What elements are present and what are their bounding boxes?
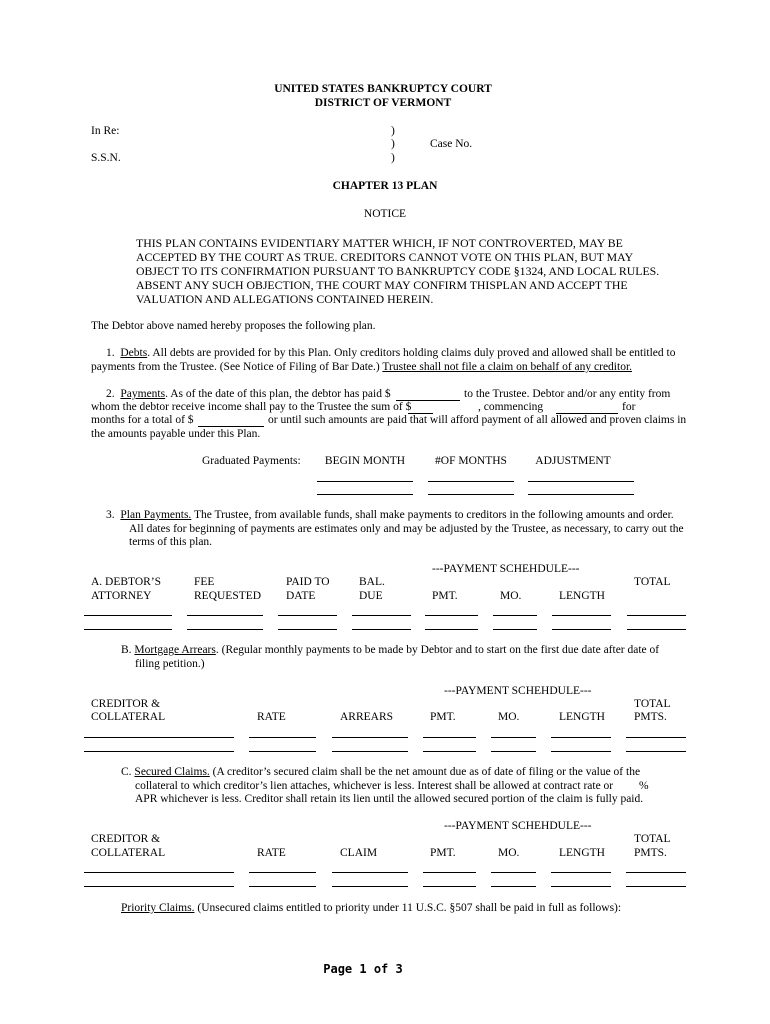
blank-field[interactable] <box>428 494 514 495</box>
blank-field[interactable] <box>84 872 234 873</box>
blank-field[interactable] <box>425 615 478 616</box>
blank-field[interactable] <box>332 737 408 738</box>
blank-field[interactable] <box>626 872 686 873</box>
col-header: PMT. <box>430 847 456 859</box>
page-number: Page 1 of 3 <box>323 962 403 976</box>
section-text-underlined: Trustee shall not file a claim on behalf of any creditor. <box>382 361 633 373</box>
col-header: BAL. <box>359 576 385 588</box>
blank-field[interactable] <box>249 872 316 873</box>
blank-field[interactable] <box>84 737 234 738</box>
blank-field[interactable] <box>491 737 536 738</box>
col-header: LENGTH <box>559 590 605 602</box>
blank-field[interactable] <box>84 751 234 752</box>
blank-field[interactable] <box>278 615 337 616</box>
section-text: or until such amounts are paid that will afford payment of all allowed and proven claims in <box>268 414 687 426</box>
blank-field[interactable] <box>425 629 478 630</box>
col-header: PAID TO <box>286 576 330 588</box>
blank-field[interactable] <box>528 494 634 495</box>
subsection-c-line <box>121 766 640 778</box>
col-header: MO. <box>500 590 522 602</box>
plan-title: CHAPTER 13 PLAN <box>332 180 438 192</box>
caption-paren: ) <box>391 152 395 164</box>
section-text: . All debts are provided for by this Plan. Only creditors holding claims duly proved and allowed shall be entitled to <box>147 347 676 359</box>
section-title: Payments <box>120 388 166 400</box>
blank-field[interactable] <box>627 615 686 616</box>
col-header: PMTS. <box>634 847 667 859</box>
blank-field[interactable] <box>626 886 686 887</box>
blank-field[interactable] <box>428 481 514 482</box>
blank-field[interactable] <box>317 494 413 495</box>
blank-field[interactable] <box>332 886 408 887</box>
section-title: Plan Payments. <box>120 509 192 521</box>
subsection-title: Secured Claims. <box>134 766 210 778</box>
section-text: All dates for beginning of payments are estimates only and may be adjusted by the Trustee, as necessary, to carry out the <box>129 523 684 535</box>
blank-field[interactable] <box>423 872 476 873</box>
col-header: ARREARS <box>340 711 394 723</box>
col-header: REQUESTED <box>194 590 262 602</box>
subsection-title: Priority Claims. <box>121 902 195 914</box>
section-text: , commencing <box>478 401 544 413</box>
col-header: FEE <box>194 576 215 588</box>
payment-schedule-label: ---PAYMENT SCHEHDULE--- <box>444 820 592 832</box>
section-text: months for a total of $ <box>91 414 194 426</box>
section-text: The Trustee, from available funds, shall make payments to creditors in the following amounts and order. <box>191 509 674 521</box>
blank-field[interactable] <box>551 751 611 752</box>
percent-sign: % <box>639 780 649 792</box>
col-header: PMTS. <box>634 711 667 723</box>
col-header: PMT. <box>432 590 458 602</box>
blank-field[interactable] <box>551 872 611 873</box>
notice-line: VALUATION AND ALLEGATIONS CONTAINED HEREIN. <box>136 292 434 306</box>
notice-heading: NOTICE <box>363 208 407 220</box>
priority-claims-line <box>121 902 621 914</box>
district-name: DISTRICT OF VERMONT <box>314 97 452 109</box>
blank-field[interactable] <box>552 615 611 616</box>
blank-field[interactable] <box>317 481 413 482</box>
notice-line: THIS PLAN CONTAINS EVIDENTIARY MATTER WHICH, IF NOT CONTROVERTED, MAY BE <box>136 236 623 250</box>
col-header: DATE <box>286 590 316 602</box>
blank-field[interactable] <box>423 737 476 738</box>
plan-intro: The Debtor above named hereby proposes the following plan. <box>91 320 376 332</box>
blank-field[interactable] <box>84 615 172 616</box>
section-text: filing petition.) <box>135 658 205 670</box>
blank-field[interactable] <box>552 629 611 630</box>
section-text: . (Regular monthly payments to be made by Debtor and to start on the first due date after date of <box>215 644 660 656</box>
blank-field[interactable] <box>493 615 537 616</box>
payment-schedule-label: ---PAYMENT SCHEHDULE--- <box>444 685 592 697</box>
blank-field[interactable] <box>528 481 634 482</box>
blank-field[interactable] <box>84 629 172 630</box>
section-number: 2. <box>106 388 115 400</box>
blank-field[interactable] <box>187 629 263 630</box>
col-header: MO. <box>498 847 520 859</box>
section-text: for <box>622 401 636 413</box>
section-3-line <box>106 509 674 521</box>
blank-field[interactable] <box>627 629 686 630</box>
ssn-label: S.S.N. <box>91 152 121 164</box>
blank-field[interactable] <box>332 751 408 752</box>
col-begin-month: BEGIN MONTH <box>324 455 406 467</box>
col-header: CLAIM <box>340 847 378 859</box>
col-header: LENGTH <box>559 847 605 859</box>
in-re-label: In Re: <box>91 125 120 137</box>
section-text: APR whichever is less. Creditor shall retain its lien until the allowed secured portion of the claim is fully paid. <box>135 793 644 805</box>
blank-field[interactable] <box>84 886 234 887</box>
section-text: whom the debtor receive income shall pay to the Trustee the sum of $ <box>91 401 412 413</box>
blank-field[interactable] <box>332 872 408 873</box>
col-header: LENGTH <box>559 711 605 723</box>
section-title: Debts <box>120 347 148 359</box>
blank-field[interactable] <box>423 886 476 887</box>
caption-paren: ) <box>391 125 395 137</box>
col-header: DUE <box>359 590 383 602</box>
blank-field[interactable] <box>249 886 316 887</box>
col-header: CREDITOR & <box>91 698 161 710</box>
subsection-title: Mortgage Arrears <box>134 644 216 656</box>
section-2-line <box>106 388 391 400</box>
col-header: TOTAL <box>634 576 671 588</box>
blank-field[interactable] <box>249 737 316 738</box>
case-no-label: Case No. <box>430 138 473 150</box>
section-1-line <box>106 347 675 359</box>
section-number: 1. <box>106 347 115 359</box>
col-header: RATE <box>257 847 286 859</box>
blank-field[interactable] <box>198 426 264 427</box>
col-header: TOTAL <box>634 833 671 845</box>
col-adjustment: ADJUSTMENT <box>535 455 611 467</box>
blank-field[interactable] <box>551 886 611 887</box>
col-header: TOTAL <box>634 698 671 710</box>
col-header: A. DEBTOR’S <box>91 576 162 588</box>
col-header: COLLATERAL <box>91 847 166 859</box>
notice-line: ABSENT ANY SUCH OBJECTION, THE COURT MAY CONFIRM THISPLAN AND ACCEPT THE <box>136 278 628 292</box>
subsection-b-line <box>121 644 659 656</box>
blank-field[interactable] <box>249 751 316 752</box>
col-of-months: #OF MONTHS <box>435 455 507 467</box>
notice-line: OBJECT TO ITS CONFIRMATION PURSUANT TO BANKRUPTCY CODE §1324, AND LOCAL RULES. <box>136 264 660 278</box>
col-header: MO. <box>498 711 520 723</box>
section-number: 3. <box>106 509 115 521</box>
caption-paren: ) <box>391 138 395 150</box>
blank-field[interactable] <box>626 737 686 738</box>
graduated-label: Graduated Payments: <box>202 455 301 467</box>
section-text: (Unsecured claims entitled to priority under 11 U.S.C. §507 shall be paid in full as follows): <box>194 902 622 914</box>
col-header: RATE <box>257 711 286 723</box>
blank-field[interactable] <box>551 737 611 738</box>
blank-field[interactable] <box>352 615 411 616</box>
blank-field[interactable] <box>491 872 536 873</box>
col-header: COLLATERAL <box>91 711 166 723</box>
section-text: to the Trustee. Debtor and/or any entity from <box>464 388 671 400</box>
blank-field[interactable] <box>423 751 476 752</box>
notice-line: ACCEPTED BY THE COURT AS TRUE. CREDITORS CANNOT VOTE ON THIS PLAN, BUT MAY <box>136 250 634 264</box>
blank-field[interactable] <box>493 629 537 630</box>
section-text: the amounts payable under this Plan. <box>91 428 261 440</box>
subsection-prefix: B. <box>121 644 135 656</box>
section-1-line <box>91 361 632 373</box>
blank-field[interactable] <box>491 886 536 887</box>
col-header: PMT. <box>430 711 456 723</box>
section-text: . As of the date of this plan, the debtor has paid $ <box>165 388 391 400</box>
blank-field[interactable] <box>187 615 263 616</box>
subsection-prefix: C. <box>121 766 135 778</box>
blank-field[interactable] <box>278 629 337 630</box>
col-header: ATTORNEY <box>91 590 152 602</box>
section-text: payments from the Trustee. (See Notice of Filing of Bar Date.) <box>91 361 383 373</box>
blank-field[interactable] <box>491 751 536 752</box>
blank-field[interactable] <box>352 629 411 630</box>
payment-schedule-label: ---PAYMENT SCHEHDULE--- <box>432 563 580 575</box>
section-text: terms of this plan. <box>129 536 213 548</box>
col-header: CREDITOR & <box>91 833 161 845</box>
blank-field[interactable] <box>626 751 686 752</box>
section-text: collateral to which creditor’s lien attaches, whichever is less. Interest shall be allowed at contract rate or <box>135 780 614 792</box>
section-text: (A creditor’s secured claim shall be the net amount due as of date of filing or the value of the <box>209 766 641 778</box>
court-name: UNITED STATES BANKRUPTCY COURT <box>274 83 492 95</box>
